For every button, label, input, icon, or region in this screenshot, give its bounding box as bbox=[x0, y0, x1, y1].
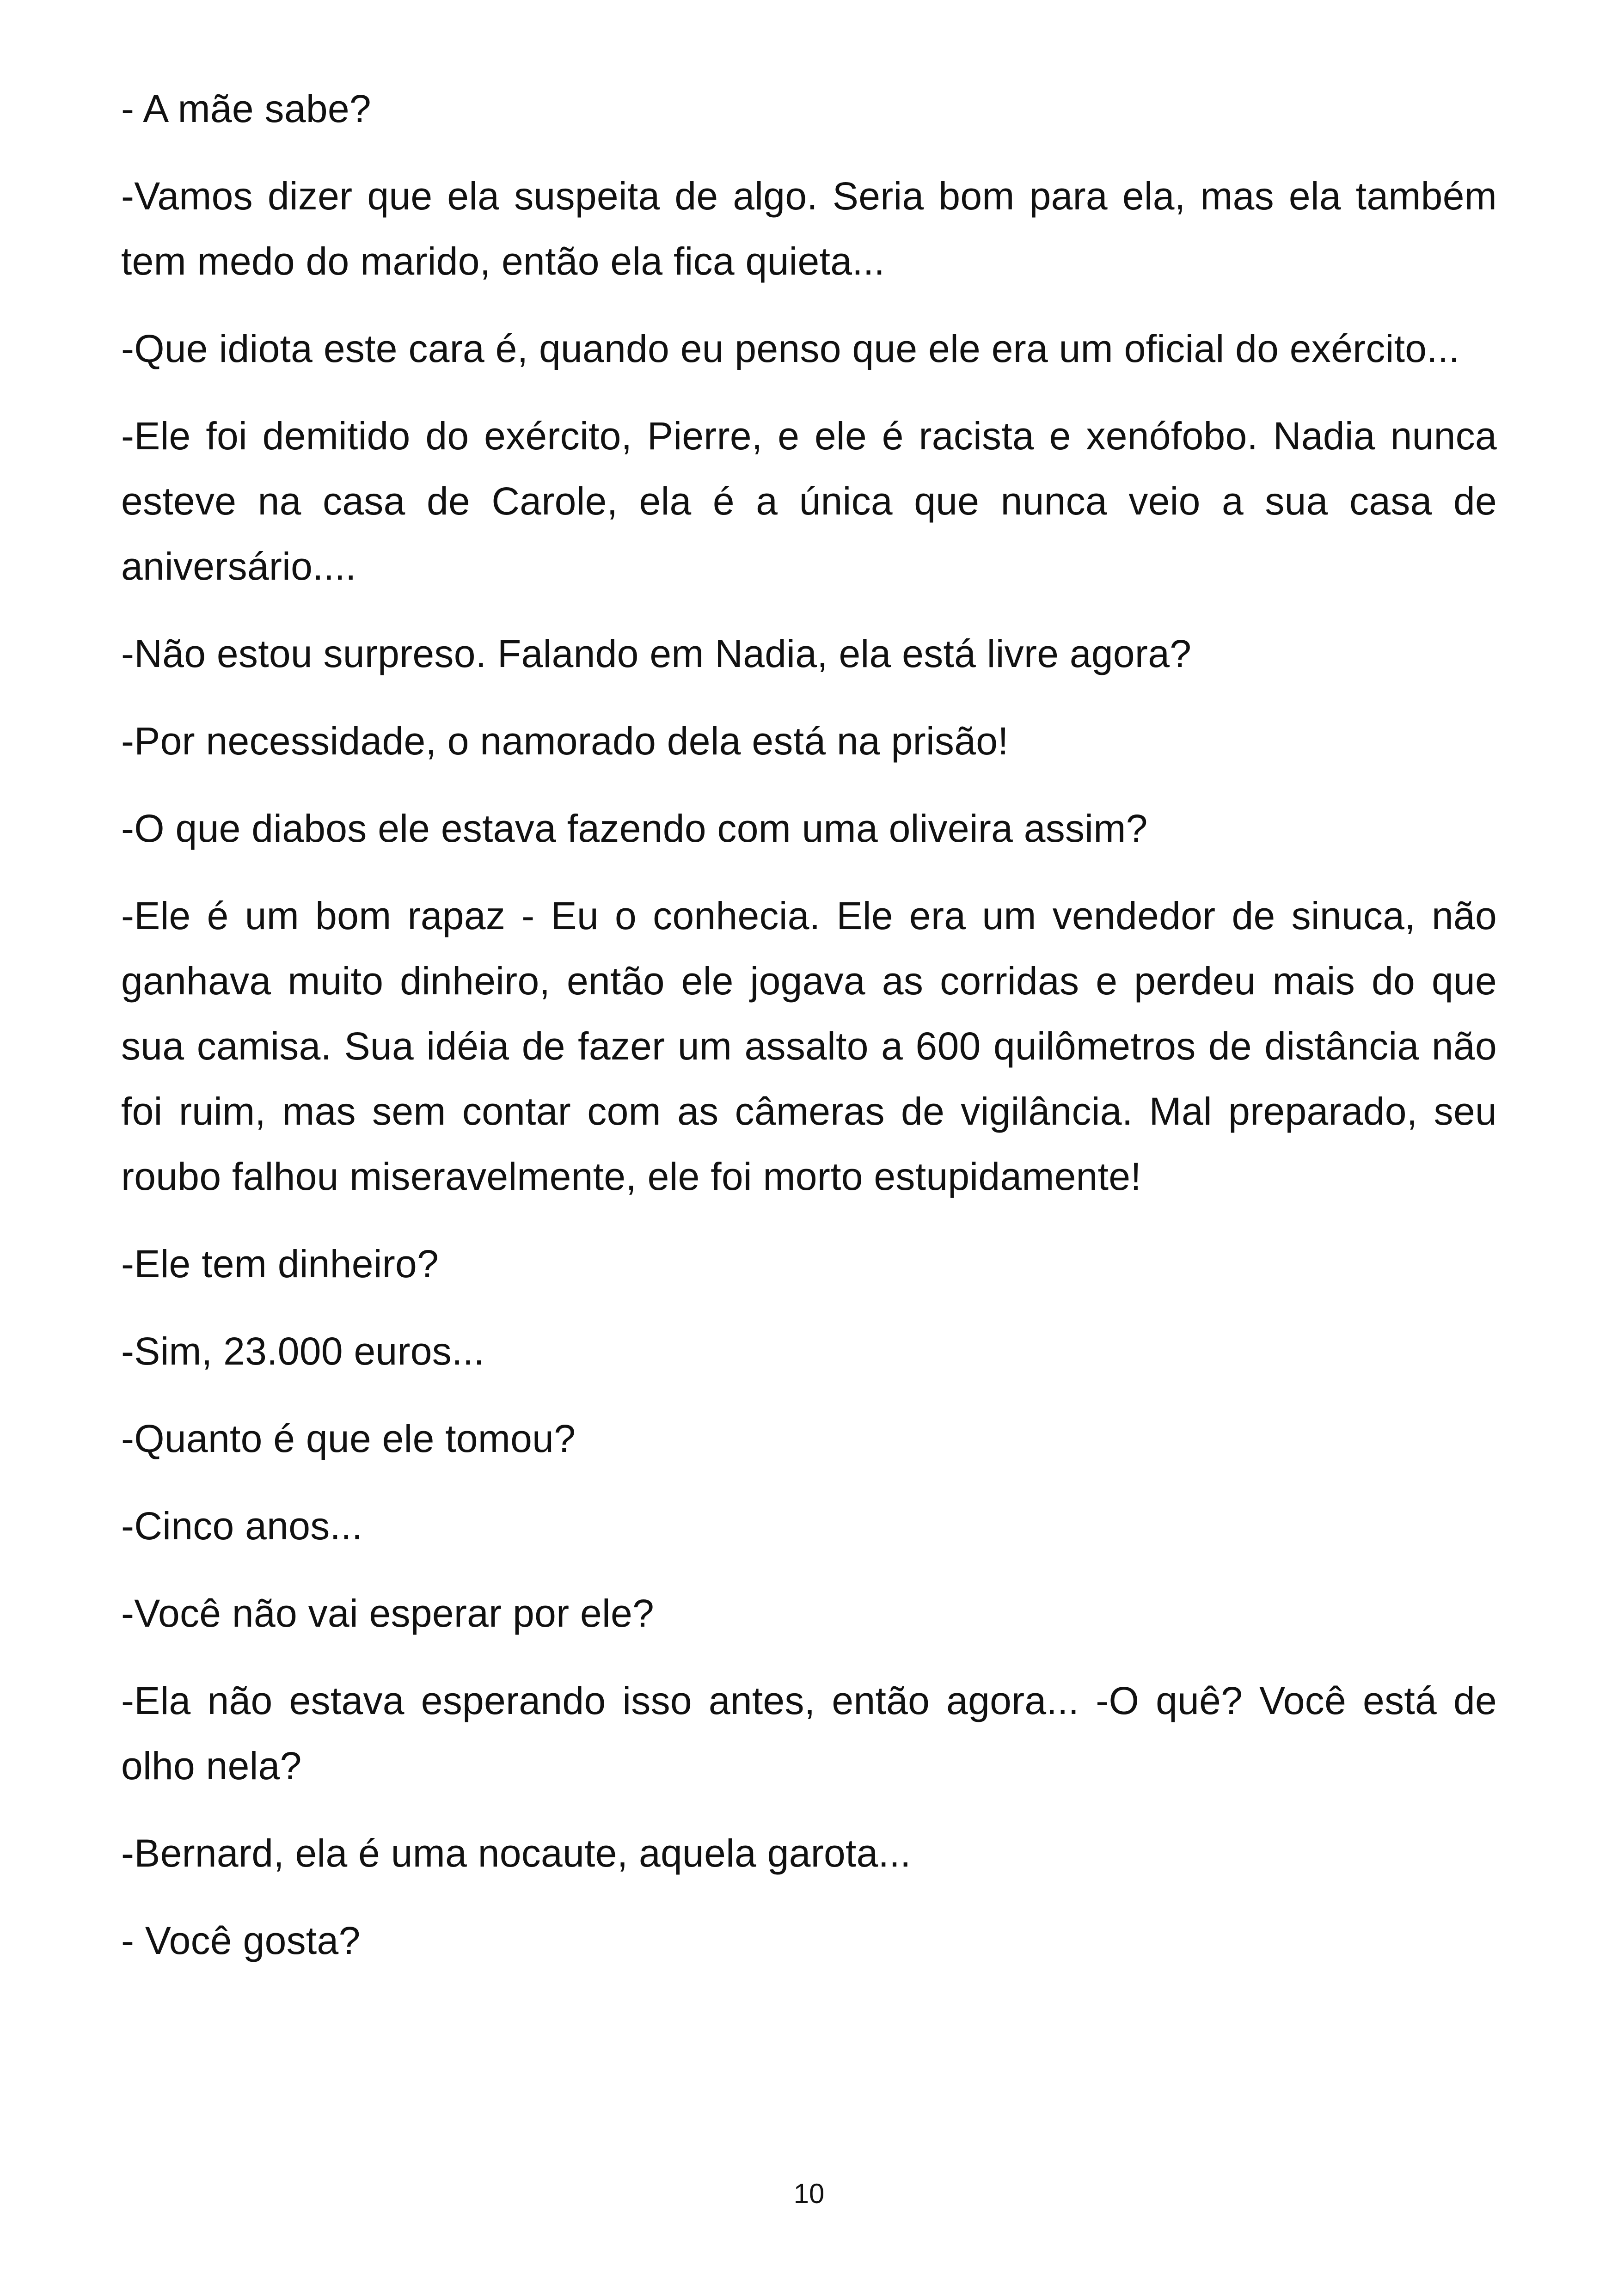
paragraph: -Cinco anos... bbox=[121, 1504, 363, 1548]
paragraph: -Que idiota este cara é, quando eu penso que ele era um oficial do exército... bbox=[121, 327, 1460, 370]
body-text bbox=[121, 76, 1497, 1996]
paragraph: - A mãe sabe? bbox=[121, 87, 371, 130]
page-number: 10 bbox=[793, 2178, 825, 2209]
paragraph: -Sim, 23.000 euros... bbox=[121, 1329, 485, 1373]
paragraph: -Vamos dizer que ela suspeita de algo. Seria bom para ela, mas ela também tem medo do marido, então ela fica quieta... bbox=[121, 174, 1497, 283]
paragraph: -Ele é um bom rapaz - Eu o conhecia. Ele era um vendedor de sinuca, não ganhava muito dinheiro, então ele jogava as corridas e perdeu mais do que sua camisa. Sua idéia de fazer um assalto a 600 quilômetros de distância não foi ruim, mas sem contar com as câmeras de vigilância. Mal preparado, seu roubo falhou miseravelmente, ele foi morto estupidamente! bbox=[121, 894, 1497, 1198]
paragraph: -Quanto é que ele tomou? bbox=[121, 1417, 576, 1460]
paragraph: -Você não vai esperar por ele? bbox=[121, 1592, 655, 1635]
paragraph: -Ele foi demitido do exército, Pierre, e ele é racista e xenófobo. Nadia nunca esteve na casa de Carole, ela é a única que nunca veio a sua casa de aniversário.... bbox=[121, 414, 1497, 588]
paragraph: -Ele tem dinheiro? bbox=[121, 1242, 439, 1286]
paragraph: -Bernard, ela é uma nocaute, aquela garota... bbox=[121, 1831, 911, 1875]
paragraph: -Por necessidade, o namorado dela está na prisão! bbox=[121, 719, 1009, 763]
paragraph: -Não estou surpreso. Falando em Nadia, ela está livre agora? bbox=[121, 632, 1192, 675]
paragraph: -Ela não estava esperando isso antes, então agora... -O quê? Você está de olho nela? bbox=[121, 1679, 1497, 1788]
paragraph: -O que diabos ele estava fazendo com uma oliveira assim? bbox=[121, 807, 1148, 850]
paragraph: - Você gosta? bbox=[121, 1919, 361, 1962]
